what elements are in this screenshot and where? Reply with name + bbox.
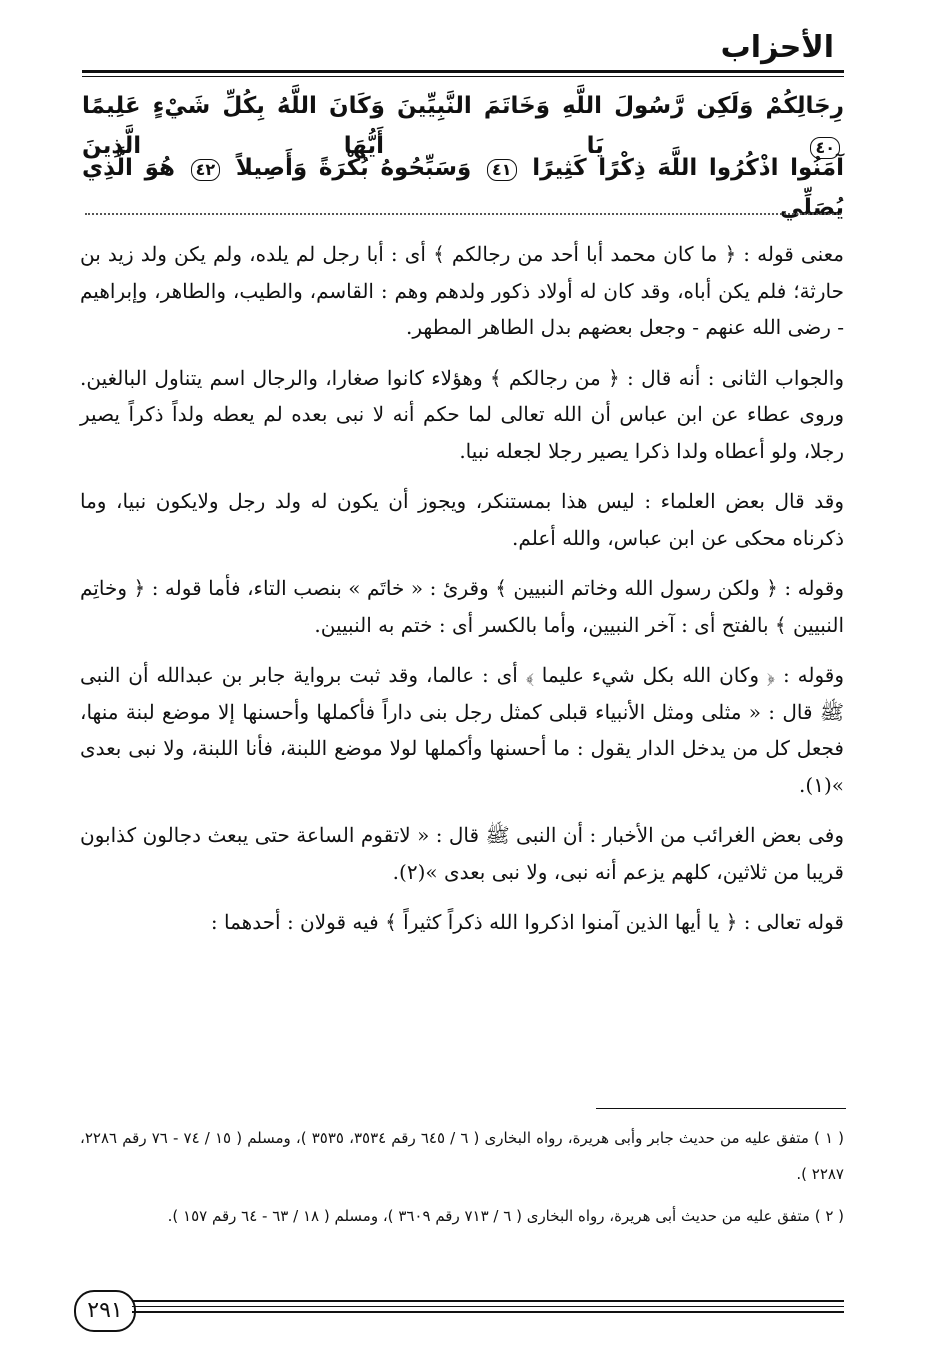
footnote-separator: [596, 1108, 846, 1109]
footer-rule-thin: [132, 1306, 844, 1307]
quran-verse-line-2: [82, 148, 844, 228]
footnote: ( ٢ ) متفق عليه من حديث أبى هريرة، رواه البخارى ( ٦ / ٧١٣ رقم ٣٦٠٩ )، ومسلم ( ١٨ / ٦٣ - ٦٤ رقم ١٥٧ ).: [167, 1207, 844, 1225]
paragraph: وقوله : ﴿ وكان الله بكل شيء عليما ﴾ أى : عالما، وقد ثبت برواية جابر بن عبدالله أن النبى ﷺ قال : « مثلى ومثل الأنبياء قبلى كمثل رجل بنى داراً فأكملها وأحسنها إلا موضع لبنة منها، فجعل كل من يدخل الدار يقول : ما أحسنها وأكملها لولا موضع اللبنة، فأنا اللبنة، ولا نبى بعدى »(١).: [80, 663, 844, 797]
paragraph: والجواب الثانى : أنه قال : ﴿ من رجالكم ﴾ وهؤلاء كانوا صغارا، والرجال اسم يتناول البالغين. وروى عطاء عن ابن عباس أن الله تعالى لما حكم أنه لا نبى بعده لم يعطه ولداً ذكراً يصير رجلا، ولو أعطاه ولدا ذكرا يصير رجلا لجعله نبيا.: [80, 365, 844, 463]
footer-rule: [132, 1300, 844, 1302]
paragraph: قوله تعالى : ﴿ يا أيها الذين آمنوا اذكروا الله ذكراً كثيراً ﴾ فيه قولان : أحدهما :: [210, 910, 844, 934]
footnotes: [80, 1120, 844, 1240]
paragraph: وفى بعض الغرائب من الأخبار : أن النبى ﷺ قال : « لاتقوم الساعة حتى يبعث دجالون كذابون قريبا من ثلاثين، كلهم يزعم أنه نبى، ولا نبى بعدى »(٢).: [80, 823, 844, 884]
verse-text: يَا أَيُّهَا الَّذِينَ: [82, 133, 604, 159]
footer-rule: [132, 1311, 844, 1313]
header-rule: [82, 70, 844, 73]
verse-separator: [85, 213, 841, 215]
footnote: ( ١ ) متفق عليه من حديث جابر وأبى هريرة، رواه البخارى ( ٦ / ٦٤٥ رقم ٣٥٣٤، ٣٥٣٥ )، ومسلم ( ١٥ / ٧٤ - ٧٦ رقم ٢٢٨٦، ٢٢٨٧ ).: [80, 1129, 845, 1183]
paragraph: معنى قوله : ﴿ ما كان محمد أبا أحد من رجالكم ﴾ أى : أبا رجل لم يلده، ولم يكن ولد زيد بن حارثة؛ فلم يكن أباه، وقد كان له أولاد ذكور ولدهم وهم : القاسم، والطيب، والطاهر، وإبراهيم - رضى الله عنهم - وجعل بعضهم بدل الطاهر المطهر.: [80, 242, 844, 339]
verse-number-badge: ٤١: [487, 159, 517, 181]
commentary-body: [80, 236, 844, 955]
verse-number-badge: ٤٠: [810, 137, 840, 159]
verse-text: رِجَالِكُمْ وَلَكِن رَّسُولَ اللَّهِ وَخَاتَمَ النَّبِيِّينَ وَكَانَ اللَّهُ بِكُلِّ شَيْءٍ عَلِيمًا: [82, 93, 844, 119]
verse-number-badge: ٤٢: [191, 159, 221, 181]
paragraph: وقوله : ﴿ ولكن رسول الله وخاتم النبيين ﴾ وقرئ : « خاتَم » بنصب التاء، فأما قوله : ﴿ وخاتِم النبيين ﴾ بالفتح أى : آخر النبيين، وأما بالكسر أى : ختم به النبيين.: [80, 576, 844, 637]
page-number: ٢٩١: [74, 1290, 136, 1332]
verse-text: آمَنُوا اذْكُرُوا اللَّهَ ذِكْرًا كَثِيرًا: [532, 155, 844, 181]
verse-text: وَسَبِّحُوهُ بُكْرَةً وَأَصِيلاً: [235, 155, 472, 181]
paragraph: وقد قال بعض العلماء : ليس هذا بمستنكر، ويجوز أن يكون له ولد رجل ولايكون نبيا، وما ذكرناه محكى عن ابن عباس، والله أعلم.: [80, 489, 844, 550]
verse-text: هُوَ الَّذِي يُصَلِّي: [82, 155, 844, 221]
surah-header-title: الأحزاب: [720, 30, 834, 65]
header-rule-thin: [82, 76, 844, 77]
